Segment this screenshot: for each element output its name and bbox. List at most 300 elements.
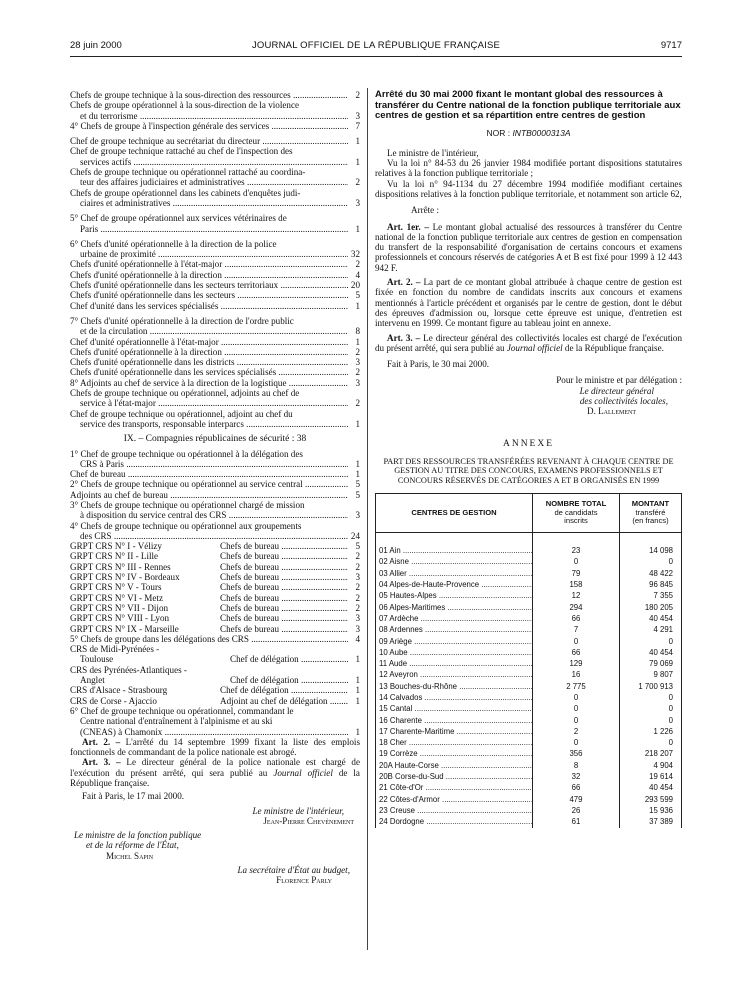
list-item	[70, 213, 360, 223]
column-header: MONTANT transféré (en francs)	[619, 494, 681, 533]
table-row	[376, 624, 682, 635]
table-cell-centre: 01 Ain .....	[376, 545, 533, 556]
list-item	[70, 582, 360, 592]
table-cell-candidats: 7	[533, 624, 620, 635]
list-block	[70, 449, 360, 542]
list-item-count: 2	[355, 592, 360, 603]
section-heading: IX. – Compagnies républicaines de sécurité : 38	[123, 434, 307, 445]
list-item	[70, 531, 360, 541]
table-cell-montant: 9 807	[619, 669, 681, 680]
table-cell-centre: 22 Côtes-d'Armor .....	[376, 794, 533, 805]
list-item	[70, 459, 360, 469]
list-item	[70, 593, 360, 603]
table-cell-montant: 180 205	[619, 602, 681, 613]
table-cell-centre: 20A Haute-Corse .....	[376, 760, 533, 771]
signature-role: Pour le ministre et par délégation :	[556, 375, 682, 386]
table-cell-montant: 96 845	[619, 579, 681, 590]
signature-name: Jean-Pierre Chevènement	[263, 815, 354, 826]
unit-name: GRPT CRS N° VIII - Lyon	[70, 613, 170, 624]
signature-name: Florence Parly	[276, 875, 332, 886]
list-item-count: 7	[355, 120, 360, 131]
unit-name: CRS de Corse - Ajaccio	[70, 695, 157, 706]
list-item	[70, 367, 360, 377]
table-cell-candidats: 0	[533, 556, 620, 567]
list-block	[70, 706, 360, 737]
article-1: Art. 1er. – Le montant global actualisé des ressources à transférer du Centre national de la fonction publique territoriale aux centres de gestion en compensation du transfert de la responsabilité d'organisation de certains concours et examens professionnels et concours réservés de catégories A et B est fixé pour 1999 à 12 443 942 F.	[375, 221, 682, 273]
list-item-label: 4° Chefs de groupe à l'inspection générale des services .....	[70, 121, 348, 131]
unit-name: CRS des Pyrénées-Atlantiques -	[70, 664, 187, 675]
list-item	[70, 259, 360, 269]
table-cell-centre: 24 Dordogne .....	[376, 816, 533, 827]
post-name: Chefs de bureau .....	[220, 593, 348, 603]
list-item-count: 3	[355, 197, 360, 208]
table-row	[376, 771, 682, 782]
table-cell-centre: 07 Ardèche .....	[376, 613, 533, 624]
list-item	[70, 249, 360, 259]
list-item-label: 8° Adjoints au chef de service à la direction de la logistique .....	[70, 378, 348, 388]
unit-name: GRPT CRS N° IX - Marseille	[70, 623, 179, 634]
left-column	[70, 90, 360, 886]
list-item	[70, 326, 360, 336]
unit-name: GRPT CRS N° IV - Bordeaux	[70, 572, 180, 583]
list-item-label: Chefs de groupe opérationnel à la sous-direction de la violence	[70, 100, 300, 111]
column-header: NOMBRE TOTAL de candidats inscrits	[533, 494, 620, 533]
post-name: Adjoint au chef de délégation .....	[220, 696, 348, 706]
table-cell-candidats: 66	[533, 613, 620, 624]
table-cell-candidats: 32	[533, 771, 620, 782]
table-row	[376, 805, 682, 816]
delegation-list	[70, 644, 360, 706]
list-item	[70, 613, 360, 623]
nor-reference: NOR : INTB0000313A	[486, 127, 571, 138]
table-cell-montant: 0	[619, 636, 681, 647]
list-item-count: 2	[355, 259, 360, 270]
list-item	[70, 316, 360, 326]
list-item-count: 20	[350, 280, 360, 291]
list-item	[70, 716, 360, 726]
list-item-label: Chefs de groupe technique ou opérationnel rattaché au coordina-	[70, 167, 306, 178]
table-cell-centre: 11 Aude .....	[376, 658, 533, 669]
list-item	[70, 449, 360, 459]
header-date: 28 juin 2000	[70, 40, 122, 51]
list-item-label: 2° Chefs de groupe technique ou opérationnel au service central .....	[70, 479, 348, 489]
table-cell-centre: 16 Charente .....	[376, 715, 533, 726]
list-item-count: 1	[355, 675, 360, 686]
list-block	[70, 239, 360, 311]
table-cell-montant: 15 936	[619, 805, 681, 816]
list-item-label: Chef de groupe technique au secrétariat du directeur .....	[70, 136, 348, 146]
table-row	[376, 669, 682, 680]
table-cell-montant: 4 291	[619, 624, 681, 635]
list-item	[70, 177, 360, 187]
list-item-count: 3	[355, 510, 360, 521]
list-item-label: Centre national d'entraînement à l'alpinisme et au ski	[80, 716, 273, 727]
table-row	[376, 579, 682, 590]
list-item-label: Chef de groupe technique rattaché au chef de l'inspection des	[70, 146, 293, 157]
list-item-count: 5	[355, 290, 360, 301]
list-item-count: 2	[355, 367, 360, 378]
post-name: Chef de délégation .....	[230, 654, 348, 664]
list-item	[70, 510, 360, 520]
table-cell-candidats: 79	[533, 568, 620, 579]
list-item-count: 4	[355, 269, 360, 280]
table-row	[376, 681, 682, 692]
list-item	[70, 121, 360, 131]
list-item-label: urbaine de proximité .....	[80, 249, 348, 259]
list-item	[70, 490, 360, 500]
table-cell-candidats: 26	[533, 805, 620, 816]
list-item-count: 2	[355, 90, 360, 100]
list-block	[70, 136, 360, 208]
list-item	[70, 624, 360, 634]
list-item-label: Chef d'unité dans les services spécialisés .....	[70, 301, 348, 311]
list-item-count: 1	[355, 136, 360, 147]
list-item	[70, 337, 360, 347]
list-item	[70, 685, 360, 695]
list-item-label: 4° Chefs de groupe technique ou opérationnel aux groupements	[70, 520, 302, 531]
list-item	[70, 357, 360, 367]
table-cell-centre: 12 Aveyron .....	[376, 669, 533, 680]
list-item	[70, 378, 360, 388]
table-row	[376, 545, 682, 556]
list-item	[70, 347, 360, 357]
list-item-count: 2	[355, 582, 360, 593]
table-cell-montant: 48 422	[619, 568, 681, 579]
list-item	[70, 409, 360, 419]
list-item-count: 3	[355, 623, 360, 634]
list-item-label: Chefs d'unité opérationnelle dans les secteurs territoriaux .....	[70, 280, 348, 290]
table-cell-candidats: 356	[533, 748, 620, 759]
list-item	[70, 100, 360, 110]
table-cell-candidats: 2	[533, 726, 620, 737]
paragraph: Le ministre de l'intérieur,	[387, 147, 479, 158]
annex-title: PART DES RESSOURCES TRANSFÉRÉES REVENANT À CHAQUE CENTRE DE GESTION AU TITRE DES CONCOURS, EXAMENS PROFESSIONNELS ET CONCOURS RÉSERVÉS DE CATÉGORIES A ET B ORGANISÉS EN 1999	[383, 456, 674, 485]
table-cell-centre: 20B Corse-du-Sud .....	[376, 771, 533, 782]
table-row	[376, 613, 682, 624]
list-item-count: 3	[355, 110, 360, 121]
list-block	[70, 316, 360, 429]
decree-title: Arrêté du 30 mai 2000 fixant le montant global des ressources à transférer du Centre national de la fonction publique territoriale aux centres de gestion et sa répartition entre centres de gestion	[375, 89, 681, 121]
table-cell-centre: 18 Cher .....	[376, 737, 533, 748]
signature-name: D. Lallement	[587, 406, 636, 417]
table-cell-montant: 0	[619, 703, 681, 714]
signature-role: Le directeur général	[579, 385, 654, 396]
list-item	[70, 479, 360, 489]
table-cell-candidats: 66	[533, 647, 620, 658]
table-cell-centre: 17 Charente-Maritime .....	[376, 726, 533, 737]
unit-name: GRPT CRS N° II - Lille	[70, 551, 159, 562]
list-item	[70, 675, 360, 685]
list-item	[70, 500, 360, 510]
list-item	[70, 280, 360, 290]
list-item	[70, 388, 360, 398]
list-item	[70, 572, 360, 582]
list-item-label: Chef de groupe technique ou opérationnel, adjoint au chef du	[70, 408, 293, 419]
list-item-label: Chefs de groupe opérationnel dans les cabinets d'enquêtes judi-	[70, 187, 301, 198]
list-item	[70, 301, 360, 311]
grpt-list	[70, 541, 360, 634]
list-item-count: 2	[355, 398, 360, 409]
table-cell-centre: 10 Aube .....	[376, 647, 533, 658]
post-name: Chefs de bureau .....	[220, 624, 348, 634]
list-item-label: ciaires et administratives .....	[80, 198, 348, 208]
list-item-label: 6° Chef de groupe technique ou opérationnel, commandant le	[70, 705, 294, 716]
table-cell-candidats: 0	[533, 737, 620, 748]
table-row	[376, 816, 682, 827]
table-cell-candidats: 2 775	[533, 681, 620, 692]
signature-role: Le ministre de l'intérieur,	[252, 805, 344, 816]
table-cell-candidats: 16	[533, 669, 620, 680]
list-item-label: Chef de bureau .....	[70, 469, 348, 479]
list-item	[70, 521, 360, 531]
signature-name: Michel Sapin	[106, 850, 154, 861]
list-item-count: 2	[355, 177, 360, 188]
list-block	[70, 213, 360, 234]
list-item-label: Chefs d'unité opérationnelle dans les secteurs .....	[70, 290, 348, 300]
list-item	[70, 727, 360, 737]
list-item-label: Chef d'unité opérationnelle à l'état-major .....	[70, 337, 348, 347]
post-name: Chefs de bureau .....	[220, 562, 348, 572]
list-item	[70, 706, 360, 716]
list-item-count: 1	[355, 300, 360, 311]
header-rule	[70, 56, 682, 57]
unit-name: GRPT CRS N° V - Tours	[70, 582, 162, 593]
header-page-number: 9717	[660, 40, 682, 51]
signature-role: des collectivités locales,	[579, 396, 668, 407]
table-cell-montant: 40 454	[619, 647, 681, 658]
table-cell-montant: 79 069	[619, 658, 681, 669]
list-item-count: 2	[355, 551, 360, 562]
list-item-label: 6° Chefs d'unité opérationnelle à la direction de la police	[70, 238, 277, 249]
fait-a-paris: Fait à Paris, le 17 mai 2000.	[82, 791, 185, 802]
list-item-count: 1	[355, 156, 360, 167]
table-cell-centre: 03 Allier .....	[376, 568, 533, 579]
list-item	[70, 562, 360, 572]
table-cell-candidats: 158	[533, 579, 620, 590]
fait-a-paris: Fait à Paris, le 30 mai 2000.	[387, 359, 490, 370]
table-cell-candidats: 0	[533, 636, 620, 647]
post-name: Chefs de bureau .....	[220, 613, 348, 623]
table-cell-centre: 04 Alpes-de-Haute-Provence .....	[376, 579, 533, 590]
arrete: Arrête :	[411, 205, 440, 216]
unit-name: CRS d'Alsace - Strasbourg	[70, 685, 168, 696]
table-row	[376, 794, 682, 805]
table-cell-montant: 218 207	[619, 748, 681, 759]
annex-table	[375, 493, 682, 827]
post-name: Chefs de bureau .....	[220, 603, 348, 613]
list-item	[70, 188, 360, 198]
list-item-label: Chefs d'unité opérationnelle à la direction .....	[70, 347, 348, 357]
list-item	[70, 198, 360, 208]
table-cell-centre: 09 Ariège .....	[376, 636, 533, 647]
article-3: Art. 3. – Le directeur général de la police nationale est chargé de l'exécution du présent arrêté, qui sera publié au Journal officiel de la République française.	[70, 757, 360, 788]
table-cell-centre: 19 Corrèze .....	[376, 748, 533, 759]
table-cell-candidats: 0	[533, 715, 620, 726]
unit-name: Anglet	[80, 675, 105, 686]
list-item-count: 1	[355, 695, 360, 706]
article-2: Art. 2. – L'arrêté du 14 septembre 1999 fixant la liste des emplois fonctionnels de commandant de la police nationale est abrogé.	[70, 736, 360, 758]
signature-role: et de la réforme de l'État,	[86, 840, 179, 851]
list-block	[70, 90, 360, 131]
unit-name: GRPT CRS N° III - Rennes	[70, 561, 171, 572]
column-divider	[367, 88, 368, 950]
table-cell-montant: 293 599	[619, 794, 681, 805]
table-cell-centre: 15 Cantal .....	[376, 703, 533, 714]
list-item-label: Chefs d'unité opérationnelle dans les districts .....	[70, 357, 348, 367]
table-cell-centre: 02 Aisne .....	[376, 556, 533, 567]
post-name: Chefs de bureau .....	[220, 582, 348, 592]
list-item-label: Chefs d'unité opérationnelle à l'état-major .....	[70, 259, 348, 269]
table-row	[376, 692, 682, 703]
table-cell-montant: 14 098	[619, 545, 681, 556]
table-cell-montant: 7 355	[619, 590, 681, 601]
list-item	[70, 541, 360, 551]
table-row	[376, 568, 682, 579]
list-item	[70, 146, 360, 156]
list-item-count: 1	[355, 223, 360, 234]
list-item	[70, 696, 360, 706]
list-item-count: 1	[355, 336, 360, 347]
table-cell-candidats: 61	[533, 816, 620, 827]
table-row	[376, 590, 682, 601]
list-item	[70, 270, 360, 280]
list-item-count: 1	[355, 726, 360, 737]
table-row	[376, 602, 682, 613]
list-item-label: 5° Chef de groupe opérationnel aux services vétérinaires de	[70, 213, 287, 224]
list-item-label: CRS à Paris .....	[80, 459, 348, 469]
list-item	[70, 239, 360, 249]
list-item-count: 2	[355, 346, 360, 357]
unit-name: GRPT CRS N° I - Vélizy	[70, 541, 162, 552]
table-row	[376, 726, 682, 737]
post-name: Chefs de bureau .....	[220, 541, 348, 551]
table-cell-montant: 1 226	[619, 726, 681, 737]
list-item-count: 5	[355, 479, 360, 490]
list-item-count: 1	[355, 469, 360, 480]
list-item-label: Chefs d'unité opérationnelle à la direction .....	[70, 270, 348, 280]
list-item-label: Chefs de groupe technique à la sous-direction des ressources .....	[70, 90, 348, 100]
table-cell-centre: 21 Côte-d'Or .....	[376, 782, 533, 793]
unit-name: GRPT CRS N° VI - Metz	[70, 592, 163, 603]
list-item: 5° Chefs de groupe dans les délégations des CRS ..... 4	[70, 634, 360, 644]
list-item-label: à disposition du service central des CRS .....	[80, 510, 348, 520]
table-cell-candidats: 8	[533, 760, 620, 771]
list-item	[70, 157, 360, 167]
post-name: Chef de délégation .....	[230, 675, 348, 685]
table-cell-centre: 05 Hautes-Alpes .....	[376, 590, 533, 601]
post-name: Chefs de bureau .....	[220, 551, 348, 561]
table-cell-centre: 23 Creuse .....	[376, 805, 533, 816]
list-item	[70, 644, 360, 654]
table-cell-montant: 0	[619, 692, 681, 703]
list-item	[70, 419, 360, 429]
list-item-label: et du terrorisme .....	[80, 111, 348, 121]
table-cell-montant: 40 454	[619, 613, 681, 624]
list-item-label: des CRS .....	[80, 531, 348, 541]
list-item	[70, 398, 360, 408]
list-item-label: Adjoints au chef de bureau .....	[70, 490, 348, 500]
list-item-label: 1° Chef de groupe technique ou opérationnel à la délégation des	[70, 448, 303, 459]
table-cell-montant: 0	[619, 715, 681, 726]
list-item	[70, 167, 360, 177]
list-item-label: Chefs de groupe technique ou opérationnel, adjoints au chef de	[70, 388, 300, 399]
table-cell-candidats: 23	[533, 545, 620, 556]
page-header	[70, 40, 682, 54]
table-row	[376, 715, 682, 726]
table-cell-montant: 0	[619, 556, 681, 567]
list-item-count: 5	[355, 489, 360, 500]
paragraph: Vu la loi n° 94-1134 du 27 décembre 1994 modifiée modifiant certaines dispositions relatives à la fonction publique territoriale, et notamment son article 62,	[375, 178, 682, 199]
table-row	[376, 556, 682, 567]
table-cell-centre: 08 Ardennes .....	[376, 624, 533, 635]
table-cell-centre: 06 Alpes-Maritimes .....	[376, 602, 533, 613]
table-cell-candidats: 129	[533, 658, 620, 669]
table-row	[376, 703, 682, 714]
annex-heading: ANNEXE	[502, 438, 555, 449]
list-item	[70, 665, 360, 675]
list-item	[70, 224, 360, 234]
post-name: Chefs de bureau .....	[220, 572, 348, 582]
list-item-count: 5	[355, 541, 360, 552]
list-item	[70, 551, 360, 561]
table-cell-candidats: 0	[533, 703, 620, 714]
list-item-label: Paris .....	[80, 224, 348, 234]
list-item-count: 32	[350, 249, 360, 260]
table-row	[376, 636, 682, 647]
list-item	[70, 111, 360, 121]
table-row	[376, 748, 682, 759]
list-item-count: 1	[355, 418, 360, 429]
list-item-count: 1	[355, 458, 360, 469]
header-journal-title: JOURNAL OFFICIEL DE LA RÉPUBLIQUE FRANÇAISE	[251, 40, 501, 51]
table-cell-montant: 40 454	[619, 782, 681, 793]
unit-name: Toulouse	[80, 654, 114, 665]
paragraph: Vu la loi n° 84-53 du 26 janvier 1984 modifiée portant dispositions statutaires relatives à la fonction publique territoriale ;	[375, 158, 682, 179]
list-item	[70, 469, 360, 479]
list-item	[70, 290, 360, 300]
list-item-label: (CNEAS) à Chamonix .....	[80, 727, 348, 737]
table-cell-candidats: 0	[533, 692, 620, 703]
list-item-label: et de la circulation .....	[80, 326, 348, 336]
table-row	[376, 647, 682, 658]
list-item-count: 2	[355, 602, 360, 613]
right-column	[375, 90, 682, 828]
table-cell-candidats: 66	[533, 782, 620, 793]
table-cell-candidats: 479	[533, 794, 620, 805]
list-item-count: 24	[350, 530, 360, 541]
list-item	[70, 654, 360, 664]
signature-role: La secrétaire d'État au budget,	[237, 865, 350, 876]
list-item	[70, 136, 360, 146]
list-item-label: Chefs d'unité opérationnelle dans les services spécialisés .....	[70, 367, 348, 377]
list-item-label: teur des affaires judiciaires et administratives .....	[80, 177, 348, 187]
unit-name: CRS de Midi-Pyrénées -	[70, 644, 160, 655]
table-row	[376, 737, 682, 748]
post-name: Chef de délégation .....	[220, 685, 348, 695]
list-item-count: 8	[355, 326, 360, 337]
table-row	[376, 782, 682, 793]
list-item-count: 3	[355, 572, 360, 583]
table-cell-montant: 37 389	[619, 816, 681, 827]
article-3: Art. 3. – Le directeur général des collectivités locales est chargé de l'exécution du présent arrêté, qui sera publié au Journal officiel de la République française.	[375, 332, 682, 353]
list-item-label: services actifs .....	[80, 157, 348, 167]
list-item-count: 1	[355, 654, 360, 665]
table-row	[376, 658, 682, 669]
list-item-label: service à l'état-major .....	[80, 398, 348, 408]
table-cell-montant: 4 904	[619, 760, 681, 771]
list-item-count: 2	[355, 561, 360, 572]
table-row	[376, 760, 682, 771]
